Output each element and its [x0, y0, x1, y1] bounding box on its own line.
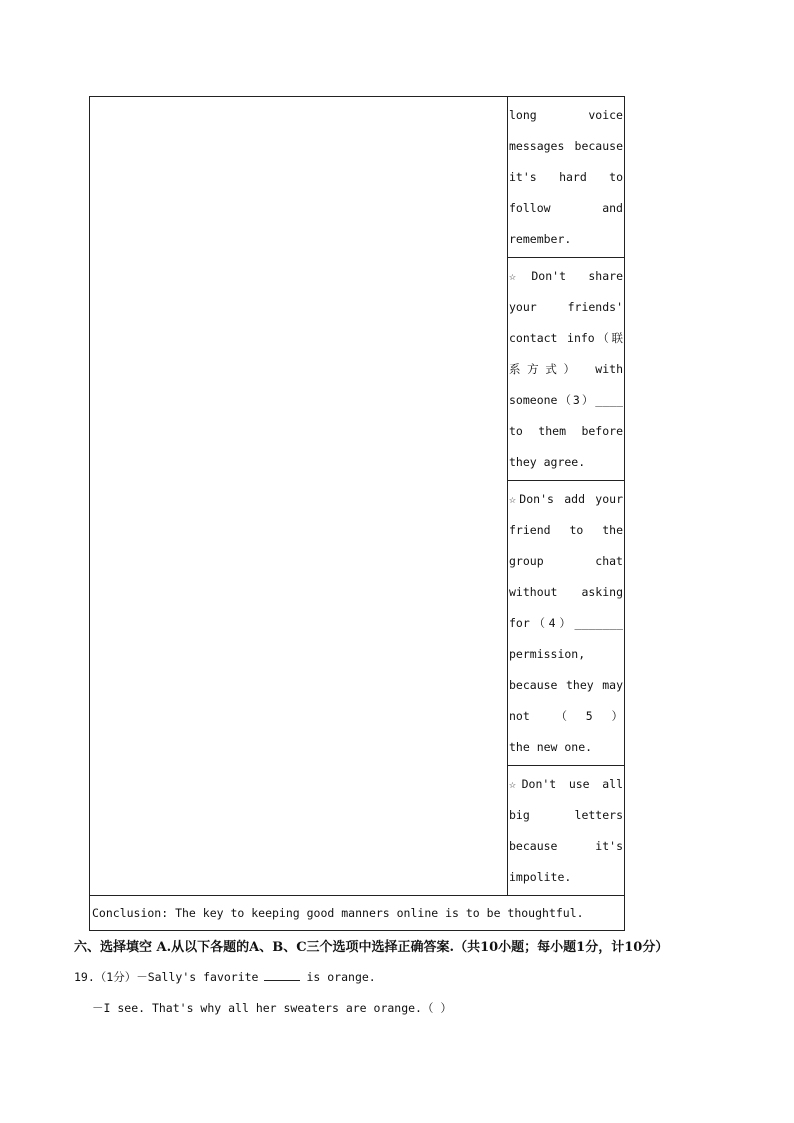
- cell-line: not （5）: [509, 709, 623, 723]
- cell-line: they agree.: [509, 455, 586, 469]
- cell-line: the new one.: [509, 740, 593, 754]
- question-text-before: －Sally's favorite: [136, 970, 259, 984]
- cell-line: contact info（联: [509, 331, 623, 345]
- cell-line: messages because: [509, 139, 623, 153]
- cell-line: follow and: [509, 201, 623, 215]
- question-text-after: is orange.: [306, 970, 376, 984]
- conclusion-cell: [90, 896, 625, 931]
- rule-cell-2: [508, 258, 625, 481]
- cell-line: permission,: [509, 647, 586, 661]
- section-heading: 六、选择填空 A.从以下各题的A、B、C三个选项中选择正确答案.（共10小题；每小题1分，计10分）: [74, 940, 669, 955]
- question-number: 19.（1分）: [74, 970, 137, 984]
- manners-table: [89, 96, 625, 931]
- cell-line: someone（3）____: [509, 393, 623, 407]
- cell-line: friend to the: [509, 523, 623, 537]
- answer-blank[interactable]: [264, 969, 300, 981]
- rule-cell-4: [508, 766, 625, 896]
- rule-cell-3: [508, 481, 625, 766]
- empty-left-column: [90, 97, 508, 896]
- cell-line: without asking: [509, 585, 623, 599]
- question-19-line-1: [74, 969, 376, 985]
- cell-line: ☆Don't share: [509, 269, 623, 283]
- cell-line: big letters: [509, 808, 623, 822]
- cell-line: to them before: [509, 424, 623, 438]
- cell-line: because it's: [509, 839, 623, 853]
- cell-line: because they may: [509, 678, 623, 692]
- rule-cell-1: [508, 97, 625, 258]
- question-19-line-2: －I see. That's why all her sweaters are orange.（ ）: [92, 1001, 452, 1015]
- cell-line: it's hard to: [509, 170, 623, 184]
- cell-line: long voice: [509, 108, 623, 122]
- cell-line: remember.: [509, 232, 572, 246]
- cell-line: group chat: [509, 554, 623, 568]
- cell-line: impolite.: [509, 870, 572, 884]
- cell-line: your friends': [509, 300, 623, 314]
- cell-line: 系方式） with: [509, 362, 623, 376]
- conclusion-text: Conclusion: The key to keeping good manners online is to be thoughtful.: [92, 906, 584, 920]
- cell-line: ☆Don't use all: [509, 777, 623, 791]
- cell-line: ☆Don's add your: [509, 492, 623, 506]
- cell-line: for（4）_______: [509, 616, 623, 630]
